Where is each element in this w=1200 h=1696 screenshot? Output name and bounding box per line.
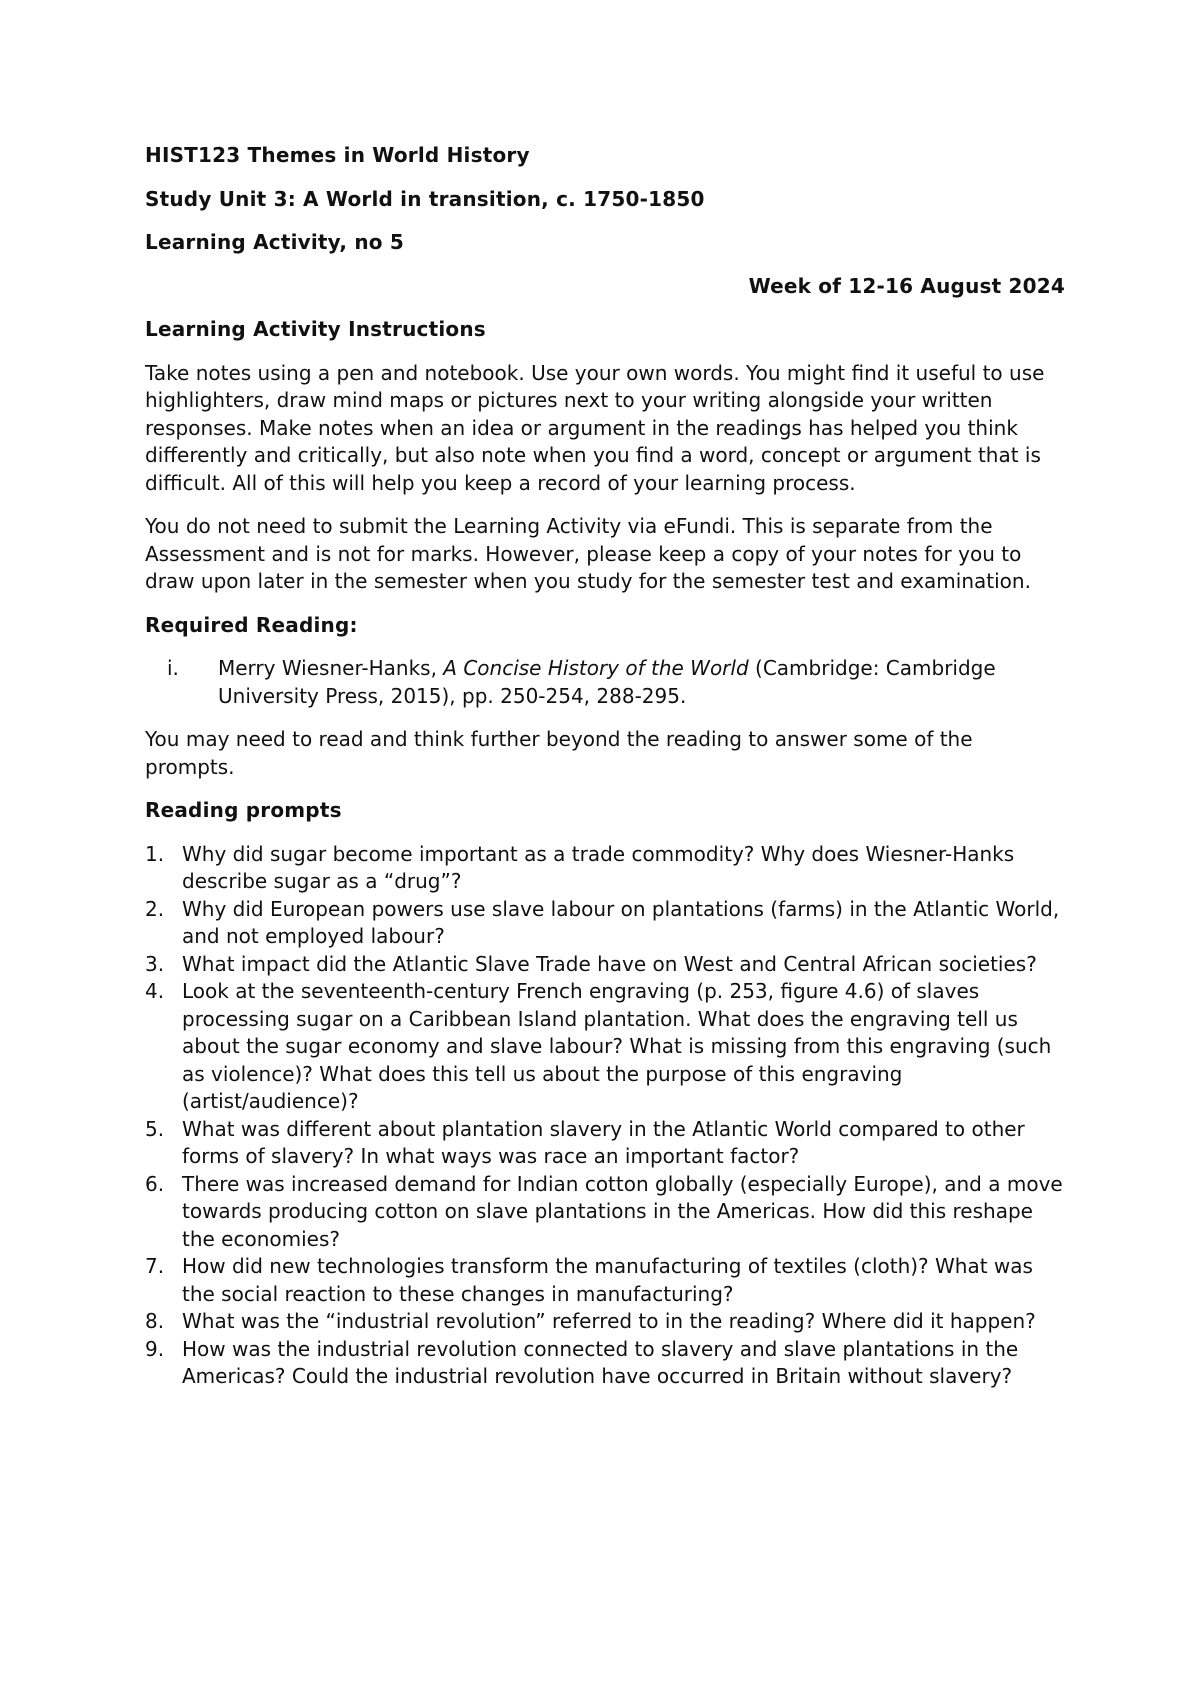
prompt-text: What was the “industrial revolution” referred to in the reading? Where did it happen? xyxy=(182,1309,1036,1333)
prompt-text: There was increased demand for Indian cotton globally (especially Europe), and a move towards producing cotton on slave plantations in the Americas. How did this reshape the economies? xyxy=(182,1171,1063,1251)
prompt-text: What impact did the Atlantic Slave Trade have on West and Central African societies? xyxy=(182,951,1037,976)
prompt-item xyxy=(145,1308,1065,1336)
document-page xyxy=(145,142,1065,1391)
prompt-item xyxy=(145,896,1065,951)
prompt-text: Why did sugar become important as a trade commodity? Why does Wiesner-Hanks describe sugar as a “drug”? xyxy=(182,841,1015,893)
reading-book-title: A Concise History of the World xyxy=(443,656,749,680)
instructions-paragraph-1: Take notes using a pen and notebook. Use your own words. You might find it useful to use highlighters, draw mind maps or pictures next to your writing alongside your written responses. Make notes when an idea or argument in the readings has helped you think differently and critically, but also note when you find a word, concept or argument that is difficult. All of this will help you keep a record of your learning process. xyxy=(145,360,1045,495)
prompt-item xyxy=(145,1253,1065,1308)
prompt-text: Look at the seventeenth-century French engraving (p. 253, figure 4.6) of slaves processing sugar on a Caribbean Island plantation. What does the engraving tell us about the sugar economy and slave labour? What is missing from this engraving (such as violence)? What does this tell us about the purpose of this engraving (artist/audience)? xyxy=(182,979,1052,1113)
activity-title: Learning Activity, no 5 xyxy=(145,230,404,254)
course-title: HIST123 Themes in World History xyxy=(145,143,530,167)
week-label: Week of 12-16 August 2024 xyxy=(748,273,1065,298)
prompt-item xyxy=(145,1116,1065,1171)
prompt-number: 5. xyxy=(145,1116,165,1141)
prompt-text: Why did European powers use slave labour on plantations (farms) in the Atlantic World, and not employed labour? xyxy=(182,896,1060,948)
reading-author: Merry Wiesner-Hanks, xyxy=(218,656,444,680)
prompts-list xyxy=(145,841,1065,1391)
prompt-number: 3. xyxy=(145,951,165,976)
prompt-item xyxy=(145,978,1065,1116)
prompt-item xyxy=(145,951,1065,979)
instructions-paragraph-2: You do not need to submit the Learning Activity via eFundi. This is separate from the Assessment and is not for marks. However, please keep a copy of your notes for you to draw upon later in the semester when you study for the semester test and examination. xyxy=(145,514,1031,593)
prompts-heading: Reading prompts xyxy=(145,798,342,822)
prompt-text: How was the industrial revolution connected to slavery and slave plantations in the Americas? Could the industrial revolution have occurred in Britain without slavery? xyxy=(182,1336,1019,1388)
required-reading-heading: Required Reading: xyxy=(145,612,358,637)
prompt-number: 1. xyxy=(145,841,165,866)
reading-marker: i. xyxy=(167,656,179,680)
prompt-number: 6. xyxy=(145,1171,165,1196)
list-item xyxy=(145,655,1065,710)
prompt-number: 4. xyxy=(145,979,165,1003)
prompt-number: 2. xyxy=(145,896,165,921)
prompt-number: 9. xyxy=(145,1336,165,1361)
prompt-text: How did new technologies transform the manufacturing of textiles (cloth)? What was the social reaction to these changes in manufacturing? xyxy=(182,1254,1033,1306)
reading-note: You may need to read and think further beyond the reading to answer some of the prompts. xyxy=(145,727,973,779)
study-unit-title: Study Unit 3: A World in transition, c. 1750-1850 xyxy=(145,186,705,211)
prompt-item xyxy=(145,841,1065,896)
prompt-item xyxy=(145,1336,1065,1391)
instructions-heading: Learning Activity Instructions xyxy=(145,317,486,341)
prompt-item xyxy=(145,1171,1065,1254)
prompt-number: 8. xyxy=(145,1309,165,1333)
required-reading-list xyxy=(145,655,1065,710)
reading-citation: (Cambridge: Cambridge University Press, 2015), pp. 250-254, 288-295. xyxy=(218,656,996,708)
prompt-number: 7. xyxy=(145,1254,165,1278)
prompt-text: What was different about plantation slavery in the Atlantic World compared to other forms of slavery? In what ways was race an important factor? xyxy=(182,1116,1025,1168)
